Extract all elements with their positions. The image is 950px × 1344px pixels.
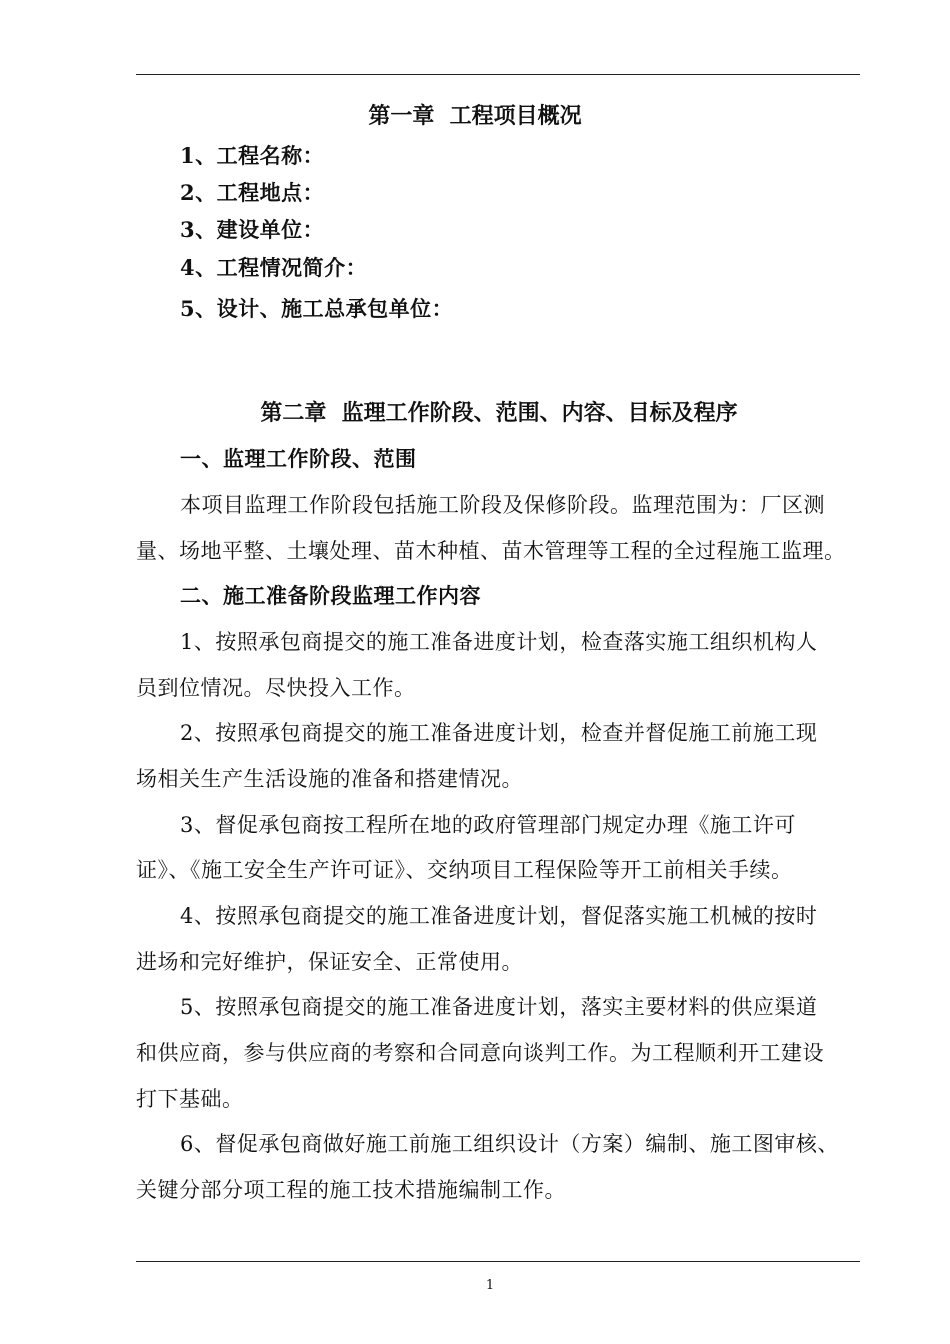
paragraph-3-line: 3、督促承包商按工程所在地的政府管理部门规定办理《施工许可 xyxy=(180,813,796,837)
paragraph-3-line: 证》、《施工安全生产许可证》、交纳项目工程保险等开工前相关手续。 xyxy=(136,858,793,882)
project-name-item: 1、工程名称： xyxy=(180,143,325,168)
paragraph-1-line: 1、按照承包商提交的施工准备进度计划，检查落实施工组织机构人 xyxy=(180,630,818,654)
construction-unit-item: 3、建设单位： xyxy=(180,217,325,242)
paragraph-2-line: 2、按照承包商提交的施工准备进度计划，检查并督促施工前施工现 xyxy=(180,721,818,745)
section-1-text-line: 量、场地平整、土壤处理、苗木种植、苗木管理等工程的全过程施工监理。 xyxy=(136,539,846,563)
chapter-1-title: 第一章 工程项目概况 xyxy=(368,103,582,129)
paragraph-5-line: 和供应商，参与供应商的考察和合同意向谈判工作。为工程顺利开工建设 xyxy=(136,1041,824,1065)
section-1-heading: 一、监理工作阶段、范围 xyxy=(180,446,417,471)
contractor-unit-item: 5、设计、施工总承包单位： xyxy=(180,296,454,321)
paragraph-1-line: 员到位情况。尽快投入工作。 xyxy=(136,676,416,700)
header-rule xyxy=(136,74,860,75)
paragraph-6-line: 关键分部分项工程的施工技术措施编制工作。 xyxy=(136,1178,566,1202)
paragraph-4-line: 4、按照承包商提交的施工准备进度计划，督促落实施工机械的按时 xyxy=(180,904,818,928)
project-brief-item: 4、工程情况简介： xyxy=(180,255,368,280)
paragraph-5-line: 打下基础。 xyxy=(136,1087,244,1111)
paragraph-2-line: 场相关生产生活设施的准备和搭建情况。 xyxy=(136,767,523,791)
section-2-heading: 二、施工准备阶段监理工作内容 xyxy=(180,583,481,608)
page-number: 1 xyxy=(485,1278,495,1293)
section-1-text-line: 本项目监理工作阶段包括施工阶段及保修阶段。监理范围为：厂区测 xyxy=(180,493,825,517)
footer-rule xyxy=(136,1261,860,1262)
paragraph-6-line: 6、督促承包商做好施工前施工组织设计（方案）编制、施工图审核、 xyxy=(180,1132,839,1156)
paragraph-4-line: 进场和完好维护，保证安全、正常使用。 xyxy=(136,950,523,974)
project-location-item: 2、工程地点： xyxy=(180,180,325,205)
paragraph-5-line: 5、按照承包商提交的施工准备进度计划，落实主要材料的供应渠道 xyxy=(180,995,818,1019)
chapter-2-title: 第二章 监理工作阶段、范围、内容、目标及程序 xyxy=(260,400,738,426)
